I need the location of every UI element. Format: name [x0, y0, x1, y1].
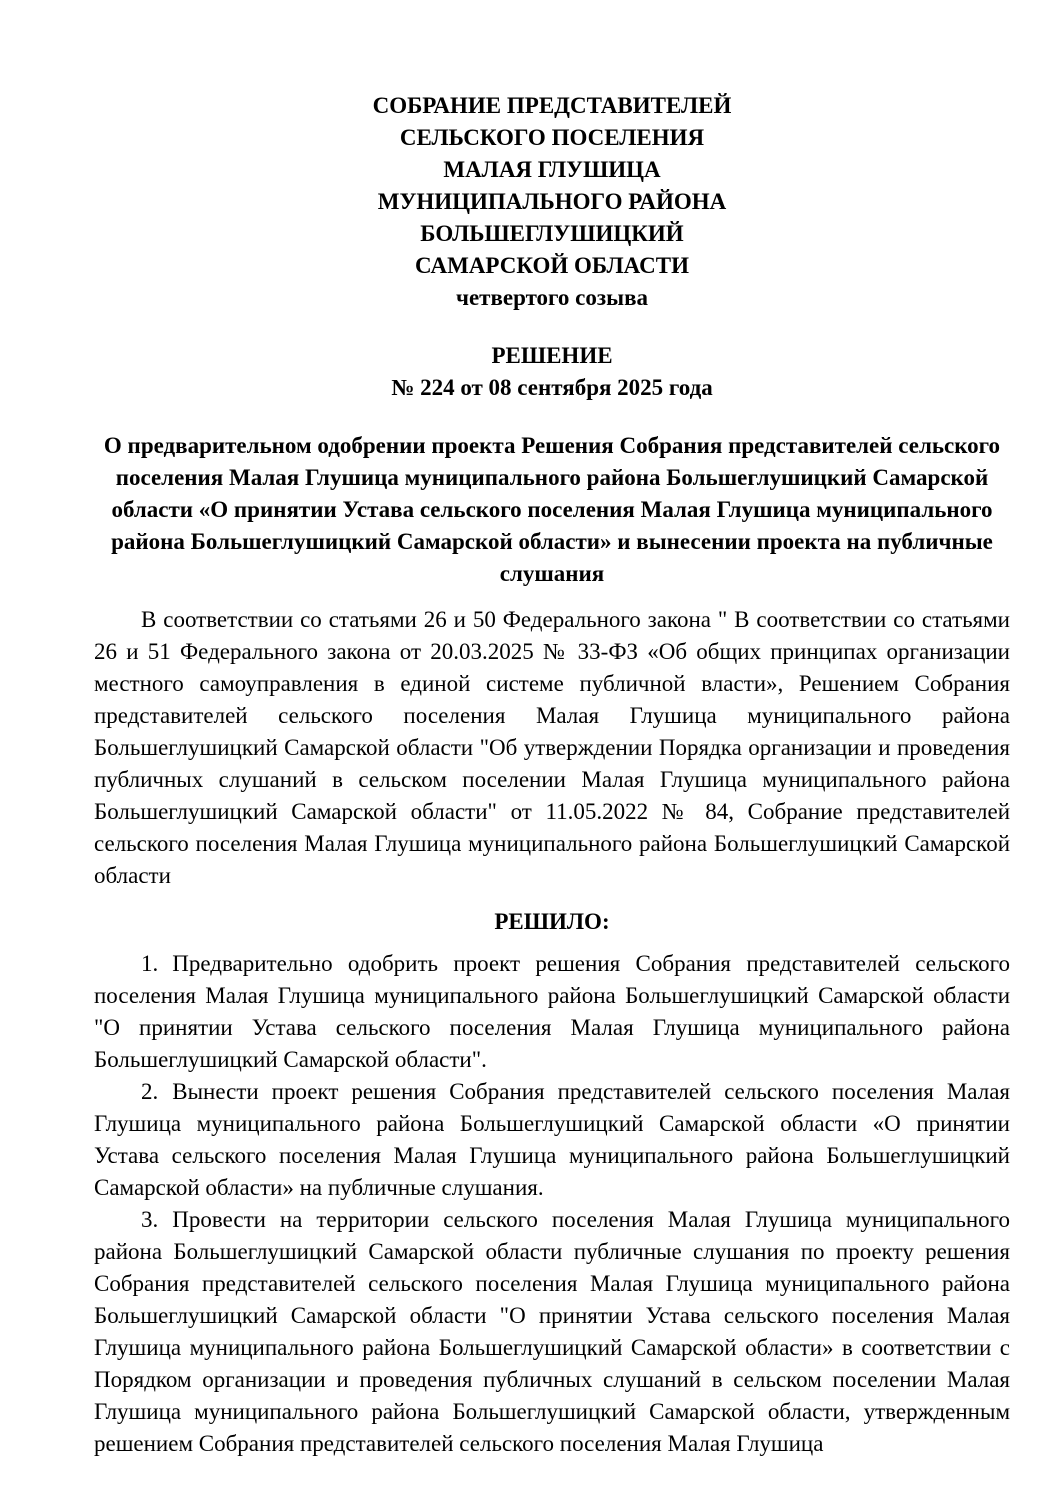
- header-line-convocation: четвертого созыва: [455, 285, 649, 310]
- header-line-1: СОБРАНИЕ ПРЕДСТАВИТЕЛЕЙ: [372, 93, 732, 118]
- item-1-number: 1.: [141, 951, 159, 976]
- decision-heading: [94, 340, 1010, 404]
- preamble-paragraph: В соответствии со статьями 26 и 50 Федерального закона " В соответствии со статьями 26 и 51 Федерального закона от 20.03.2025 № 33-ФЗ «Об общих принципах организации местного самоуправления в единой системе публичной власти», Решением Собрания представителей сельского поселения Малая Глушица муниципального района Большеглушицкий Самарской области "Об утверждении Порядка организации и проведения публичных слушаний в сельском поселении Малая Глушица муниципального района Большеглушицкий Самарской области" от 11.05.2022 № 84, Собрание представителей сельского поселения Малая Глушица муниципального района Большеглушицкий Самарской области: [94, 607, 1010, 888]
- header-line-6: САМАРСКОЙ ОБЛАСТИ: [415, 253, 689, 278]
- header-line-4: МУНИЦИПАЛЬНОГО РАЙОНА: [377, 189, 727, 214]
- item-2-number: 2.: [141, 1079, 159, 1104]
- item-3-number: 3.: [141, 1207, 159, 1232]
- item-2-text: Вынести проект решения Собрания представителей сельского поселения Малая Глушица муниципального района Большеглушицкий Самарской области «О принятии Устава сельского поселения Малая Глушица муниципального района Большеглушицкий Самарской области» на публичные слушания.: [94, 1079, 1010, 1200]
- item-1-text: Предварительно одобрить проект решения Собрания представителей сельского поселения Малая Глушица муниципального района Большеглушицкий Самарской области "О принятии Устава сельского поселения Малая Глушица муниципального района Большеглушицкий Самарской области".: [94, 951, 1010, 1072]
- resolution-item-2: [94, 1076, 1010, 1204]
- resolution-item-1: [94, 948, 1010, 1076]
- decision-type-label: РЕШЕНИЕ: [491, 343, 613, 368]
- header-line-2: СЕЛЬСКОГО ПОСЕЛЕНИЯ: [399, 125, 705, 150]
- document-title: О предварительном одобрении проекта Решения Собрания представителей сельского поселения Малая Глушица муниципального района Большеглушицкий Самарской области «О принятии Устава сельского поселения Малая Глушица муниципального района Большеглушицкий Самарской области» и вынесении проекта на публичные слушания: [103, 433, 1001, 586]
- resolution-item-3: [94, 1204, 1010, 1460]
- header-line-5: БОЛЬШЕГЛУШИЦКИЙ: [420, 221, 684, 246]
- resolved-label: РЕШИЛО:: [494, 909, 610, 934]
- item-3-text: Провести на территории сельского поселения Малая Глушица муниципального района Большеглушицкий Самарской области публичные слушания по проекту решения Собрания представителей сельского поселения Малая Глушица муниципального района Большеглушицкий Самарской области "О принятии Устава сельского поселения Малая Глушица муниципального района Большеглушицкий Самарской области» в соответствии с Порядком организации и проведения публичных слушаний в сельском поселении Малая Глушица муниципального района Большеглушицкий Самарской области, утвержденным решением Собрания представителей сельского поселения Малая Глушица: [94, 1207, 1010, 1456]
- header-line-3: МАЛАЯ ГЛУШИЦА: [443, 157, 661, 182]
- decision-number-date: № 224 от 08 сентября 2025 года: [391, 375, 713, 400]
- document-header: [94, 90, 1010, 314]
